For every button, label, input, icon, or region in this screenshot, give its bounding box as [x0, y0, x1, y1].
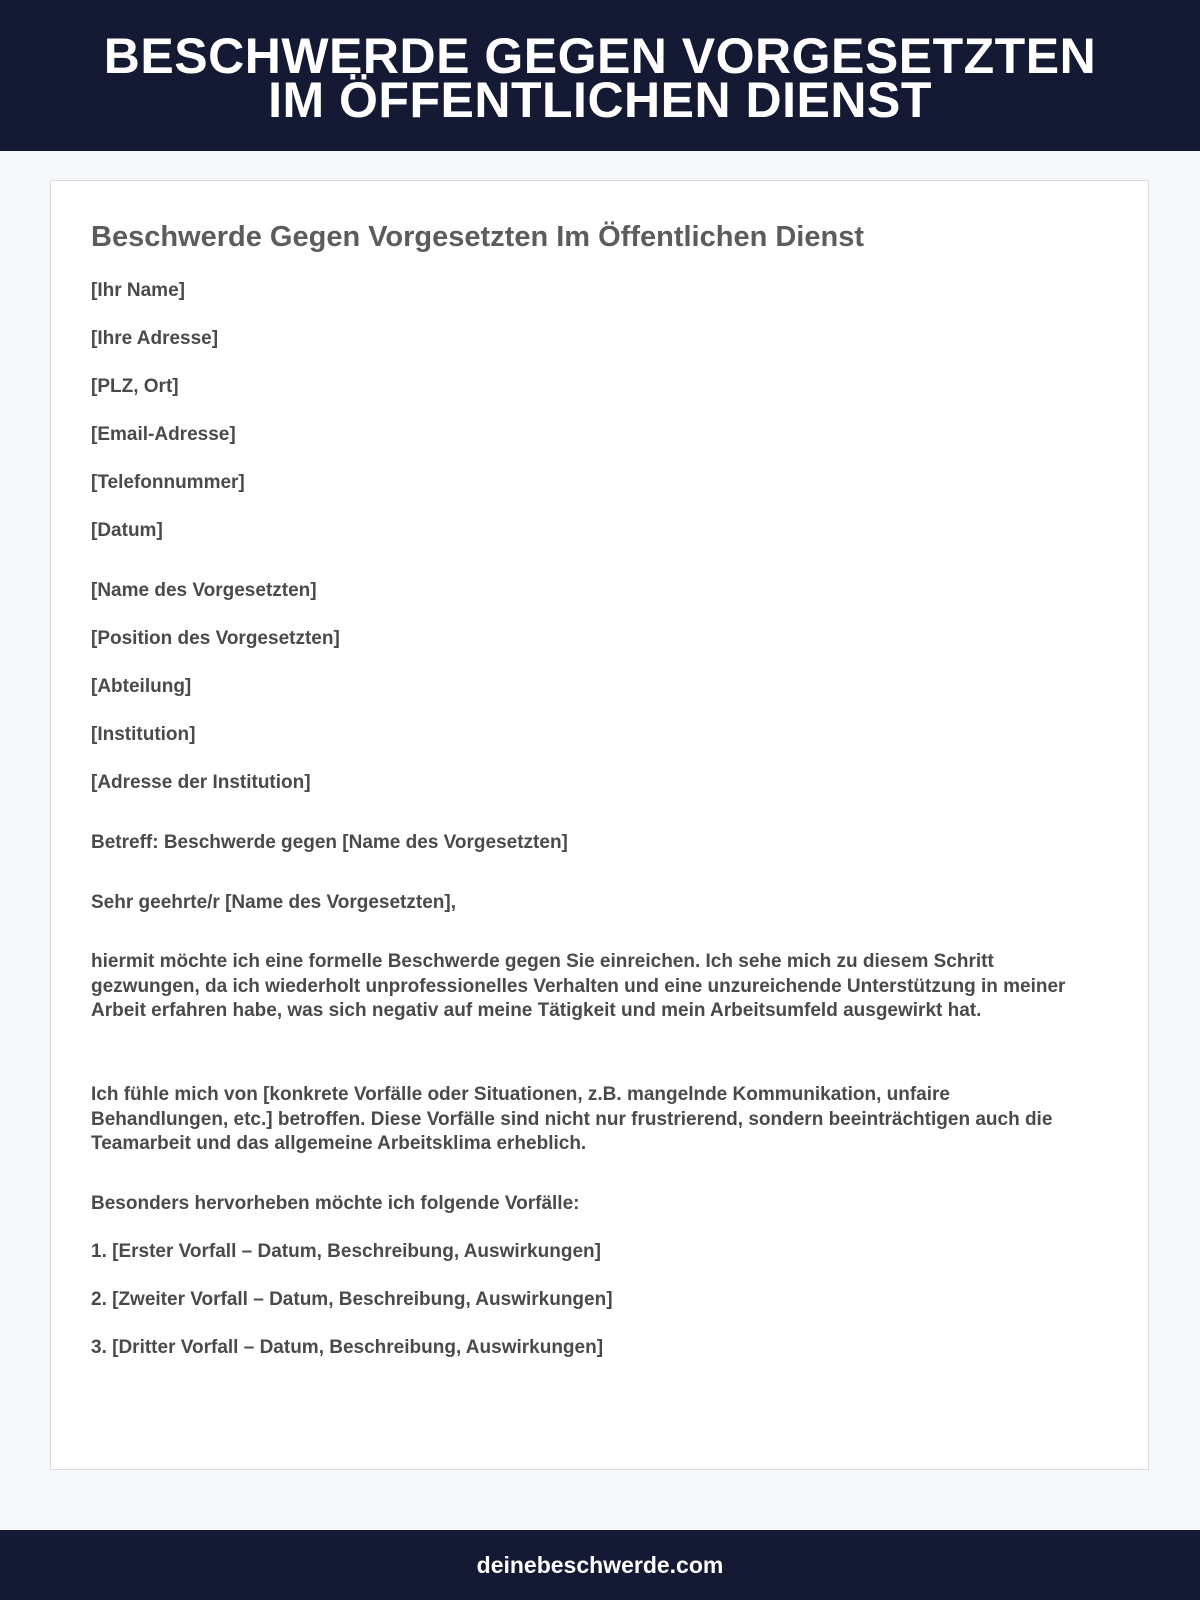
sender-phone: [Telefonnummer]	[91, 472, 245, 493]
letter-salutation: Sehr geehrte/r [Name des Vorgesetzten],	[91, 892, 456, 913]
sender-address: [Ihre Adresse]	[91, 328, 219, 349]
recipient-department: [Abteilung]	[91, 676, 192, 697]
sender-email: [Email-Adresse]	[91, 424, 236, 445]
incident-list-item: 1. [Erster Vorfall – Datum, Beschreibung, Auswirkungen]	[91, 1241, 601, 1262]
letter-subject: Betreff: Beschwerde gegen [Name des Vorgesetzten]	[91, 832, 568, 853]
recipient-name: [Name des Vorgesetzten]	[91, 580, 317, 601]
recipient-institution-address: [Adresse der Institution]	[91, 772, 311, 793]
letter-date: [Datum]	[91, 520, 163, 541]
document-title: Beschwerde Gegen Vorgesetzten Im Öffentlichen Dienst	[91, 221, 864, 253]
body-paragraph: Ich fühle mich von [konkrete Vorfälle oder Situationen, z.B. mangelnde Kommunikation, unfaire Behandlungen, etc.] betroffen. Diese Vorfälle sind nicht nur frustrierend, sondern beeinträchtigen auch die Teamarbeit und das allgemeine Arbeitsklima erheblich.	[91, 1084, 1053, 1154]
sender-name: [Ihr Name]	[91, 280, 185, 301]
body-paragraph: hiermit möchte ich eine formelle Beschwerde gegen Sie einreichen. Ich sehe mich zu diesem Schritt gezwungen, da ich wiederholt unprofessionelles Verhalten und eine unzureichende Unterstützung in meiner Arbeit erfahren habe, was sich negativ auf meine Tätigkeit und mein Arbeitsumfeld ausgewirkt hat.	[91, 951, 1066, 1021]
page-header-banner	[0, 0, 1200, 151]
page-footer	[0, 1530, 1200, 1600]
page-banner-title	[103, 27, 1097, 128]
recipient-institution: [Institution]	[91, 724, 196, 745]
banner-title-line-2: IM ÖFFENTLICHEN DIENST	[268, 71, 932, 128]
incidents-intro: Besonders hervorheben möchte ich folgende Vorfälle:	[91, 1193, 580, 1214]
letter-content	[91, 219, 1101, 1358]
incident-list-item: 3. [Dritter Vorfall – Datum, Beschreibung, Auswirkungen]	[91, 1337, 604, 1358]
footer-website: deinebeschwerde.com	[476, 1551, 724, 1578]
incident-list-item: 2. [Zweiter Vorfall – Datum, Beschreibung, Auswirkungen]	[91, 1289, 613, 1310]
banner-title-line-1: BESCHWERDE GEGEN VORGESETZTEN	[103, 27, 1097, 84]
recipient-position: [Position des Vorgesetzten]	[91, 628, 340, 649]
sender-city: [PLZ, Ort]	[91, 376, 179, 397]
letter-document-card	[50, 180, 1149, 1470]
